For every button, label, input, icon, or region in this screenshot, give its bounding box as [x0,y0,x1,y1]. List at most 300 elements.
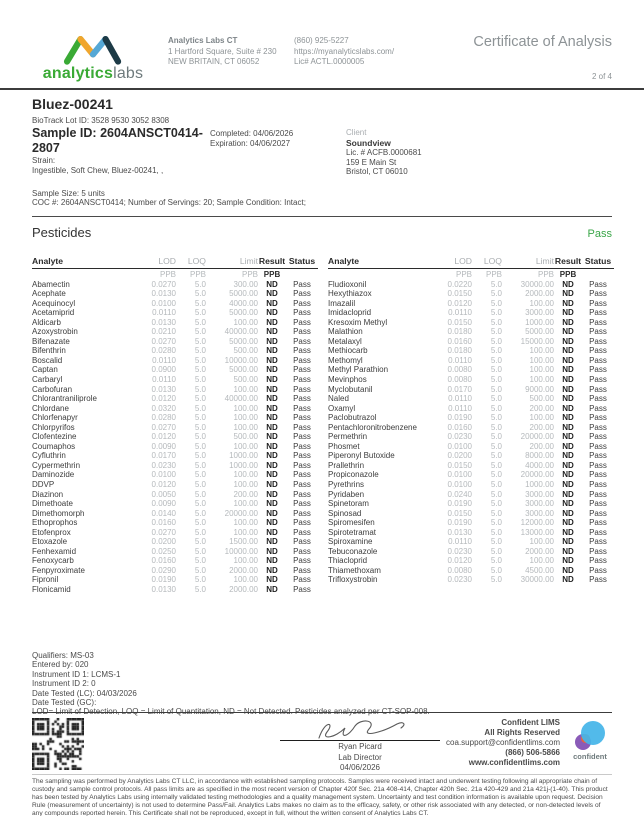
lims-phone: (866) 506-5866 [505,748,560,757]
analyte-name: Tebuconazole [328,546,378,556]
lod-value: 0.0170 [447,384,472,394]
loq-value: 5.0 [490,537,502,547]
loq-value: 5.0 [490,365,502,375]
limit-value: 500.00 [233,374,258,384]
limit-value: 30000.00 [520,279,554,289]
loq-value: 5.0 [490,499,502,509]
table-row [32,404,318,414]
lab-license: Lic# ACTL.0000005 [294,57,365,66]
table-row [328,509,614,519]
status-value: Pass [589,308,607,318]
loq-value: 5.0 [490,374,502,384]
result-value: ND [266,546,278,556]
analyte-name: Thiamethoxam [328,565,381,575]
status-value: Pass [589,537,607,547]
section-status-pass: Pass [587,227,612,240]
result-value: ND [562,384,574,394]
result-value: ND [562,441,574,451]
lod-value: 0.0190 [151,575,176,585]
analyte-name: Pyrethrins [328,479,365,489]
limit-value: 5000.00 [229,365,258,375]
loq-value: 5.0 [490,432,502,442]
status-value: Pass [293,374,311,384]
lims-rights: All Rights Reserved [484,728,560,737]
status-value: Pass [293,432,311,442]
loq-value: 5.0 [194,346,206,356]
limit-value: 20000.00 [520,432,554,442]
limit-value: 40000.00 [224,327,258,337]
lod-value: 0.0120 [151,432,176,442]
loq-value: 5.0 [194,508,206,518]
table-row [32,394,318,404]
loq-value: 5.0 [490,355,502,365]
status-value: Pass [589,403,607,413]
analyte-name: Imazalil [328,298,356,308]
status-value: Pass [293,336,311,346]
lod-value: 0.0250 [151,546,176,556]
result-value: ND [266,556,278,566]
table-row [32,509,318,519]
analyte-name: Myclobutanil [328,384,373,394]
loq-value: 5.0 [490,546,502,556]
status-value: Pass [293,308,311,318]
logo-word-labs: labs [113,65,144,82]
result-value: ND [266,403,278,413]
lab-address-block [168,36,286,68]
loq-value: 5.0 [490,441,502,451]
status-value: Pass [293,317,311,327]
limit-value: 100.00 [233,317,258,327]
table-row [32,413,318,423]
limit-value: 20000.00 [224,508,258,518]
analyte-name: Metalaxyl [328,336,362,346]
expiration-date: Expiration: 04/06/2027 [210,138,291,148]
lab-address-line2: NEW BRITAIN, CT 06052 [168,57,260,66]
status-value: Pass [293,565,311,575]
status-value: Pass [293,327,311,337]
status-value: Pass [293,403,311,413]
lod-value: 0.0160 [447,422,472,432]
limit-value: 20000.00 [520,470,554,480]
analyte-name: Spiromesifen [328,518,375,528]
analytics-labs-logo-icon [60,32,126,66]
header-right [473,30,612,81]
limit-value: 200.00 [529,403,554,413]
analyte-name: Abamectin [32,279,70,289]
column-header-loq: LOQ [483,255,502,266]
lod-value: 0.0220 [447,279,472,289]
analyte-name: Boscalid [32,355,63,365]
limit-value: 4500.00 [525,565,554,575]
limit-unit: PPB [537,269,554,279]
status-value: Pass [293,422,311,432]
table-row [328,318,614,328]
column-header-analyte: Analyte [328,255,360,266]
analyte-name: Bifenthrin [32,346,66,356]
lod-value: 0.0200 [447,451,472,461]
analyte-name: Bifenazate [32,336,70,346]
table-row [328,423,614,433]
lod-value: 0.0110 [448,394,472,404]
result-value: ND [266,365,278,375]
status-value: Pass [589,413,607,423]
table-row [328,451,614,461]
result-value: ND [562,537,574,547]
lod-value: 0.0290 [151,565,176,575]
column-header-status: Status [584,255,612,266]
loq-value: 5.0 [490,556,502,566]
result-value: ND [562,470,574,480]
result-value: ND [562,575,574,585]
loq-value: 5.0 [490,384,502,394]
lab-phone: (860) 925-5227 [294,36,349,45]
loq-value: 5.0 [194,374,206,384]
table-row [32,280,318,290]
status-value: Pass [589,289,607,299]
loq-value: 5.0 [194,546,206,556]
status-value: Pass [589,565,607,575]
signature-line [280,740,440,741]
status-value: Pass [293,489,311,499]
table-units-row [328,269,614,280]
analyte-name: Clofentezine [32,432,77,442]
biotrack-lot-id: BioTrack Lot ID: 3528 9530 3052 8308 [32,116,170,125]
status-value: Pass [589,279,607,289]
table-left-half [32,256,318,595]
date-tested-gc-line: Date Tested (GC): [32,698,97,708]
lod-value: 0.0120 [447,556,472,566]
analyte-name: DDVP [32,479,55,489]
lod-definition-line: LOD= Limit of Detection, LOQ = Limit of Quantitation, ND = Not Detected. Pesticides analyzed per CT-SOP-008. [32,707,430,717]
limit-value: 5000.00 [525,327,554,337]
limit-value: 100.00 [529,556,554,566]
table-row [328,280,614,290]
lims-email[interactable]: coa.support@confidentlims.com [446,738,560,747]
table-row [32,346,318,356]
limit-value: 500.00 [233,432,258,442]
analyte-name: Oxamyl [328,403,356,413]
limit-value: 100.00 [529,374,554,384]
table-row [32,528,318,538]
lod-value: 0.0110 [448,308,472,318]
loq-value: 5.0 [194,355,206,365]
loq-value: 5.0 [490,346,502,356]
dates-block [210,126,342,177]
result-value: ND [266,451,278,461]
column-header-status: Status [288,255,316,266]
status-value: Pass [293,279,311,289]
analyte-name: Aldicarb [32,317,61,327]
analyte-name: Chlordane [32,403,69,413]
lod-value: 0.0270 [151,527,176,537]
loq-value: 5.0 [194,518,206,528]
status-value: Pass [589,575,607,585]
table-row [32,337,318,347]
limit-value: 9000.00 [525,384,554,394]
loq-value: 5.0 [490,451,502,461]
result-value: ND [562,508,574,518]
instrument-id2-line: Instrument ID 2: 0 [32,679,96,689]
loq-value: 5.0 [490,336,502,346]
disclaimer-text: The sampling was performed by Analytics Labs CT LLC, in accordance with established sampling protocols. Samples were received intact and underwent testing following all appropriate chain of custody and sample control protocols. All pass limits are as specified in the most recent version of Chapter 420f Sec. 21a 408-414, Chapter 420h Sec. 21a 420-429 and 21a 421j-(1-40). This product has been tested by Analytics Labs using internally validated testing methodologies and a quality management system. Uncertainty and test condition information is available upon request. Decision Rule (measurement of uncertainty) is not used to determine Pass/Fail. Analytics Labs makes no claim as to the efficacy, safety, or other risk associated with any detected, or non-detected levels of any compounds reported herein. This Certificate shall not be reproduced, except in full, without the written consent of Analytics Labs CT. [32,778,608,816]
lod-value: 0.0120 [151,394,176,404]
analyte-name: Fenoxycarb [32,556,74,566]
loq-value: 5.0 [194,451,206,461]
lab-address-line1: 1 Hartford Square, Suite # 230 [168,46,277,56]
analyte-name: Spiroxamine [328,537,373,547]
status-value: Pass [293,394,311,404]
result-value: ND [266,298,278,308]
certificate-title: Certificate of Analysis [473,34,612,50]
table-row [328,518,614,528]
lod-value: 0.0130 [151,384,176,394]
sample-size: Sample Size: 5 units [32,188,105,198]
table-row [328,461,614,471]
lims-name: Confident LIMS [501,718,560,727]
analyte-name: Acephate [32,289,66,299]
column-header-limit: Limit [239,255,258,266]
lod-value: 0.0240 [447,489,472,499]
analyte-name: Etoxazole [32,537,68,547]
loq-value: 5.0 [194,499,206,509]
result-value: ND [562,317,574,327]
analyte-name: Acetamiprid [32,308,75,318]
table-row [328,575,614,585]
limit-value: 2000.00 [525,289,554,299]
analyte-name: Hexythiazox [328,289,372,299]
status-value: Pass [589,422,607,432]
result-value: ND [266,460,278,470]
lod-value: 0.0190 [447,518,472,528]
result-value: ND [266,508,278,518]
table-row [32,556,318,566]
lod-unit: PPB [159,269,176,279]
limit-value: 1000.00 [525,317,554,327]
table-row [32,480,318,490]
result-value: ND [266,479,278,489]
analyte-name: Spinetoram [328,499,369,509]
lod-value: 0.0150 [447,460,472,470]
section-title: Pesticides [32,224,92,240]
status-value: Pass [293,556,311,566]
limit-value: 13000.00 [520,527,554,537]
result-value: ND [266,565,278,575]
table-row [328,566,614,576]
table-row [32,423,318,433]
result-value: ND [266,308,278,318]
loq-value: 5.0 [194,556,206,566]
table-row [328,547,614,557]
lod-value: 0.0270 [151,422,176,432]
signature-date: 04/06/2026 [339,763,381,772]
analyte-name: Prallethrin [328,460,365,470]
status-value: Pass [293,470,311,480]
limit-value: 3000.00 [525,499,554,509]
analyte-name: Flonicamid [32,585,71,594]
lod-value: 0.0150 [447,317,472,327]
status-value: Pass [293,413,311,423]
loq-value: 5.0 [194,460,206,470]
analyte-name: Cypermethrin [32,460,81,470]
loq-value: 5.0 [194,489,206,499]
analyte-name: Fipronil [32,575,59,585]
lod-value: 0.0160 [447,336,472,346]
limit-value: 30000.00 [520,575,554,585]
lod-value: 0.0140 [151,508,176,518]
lod-value: 0.0230 [447,575,472,585]
lab-website[interactable]: https://myanalyticslabs.com/ [294,46,395,56]
confident-logo-icon [573,720,607,752]
limit-value: 100.00 [529,355,554,365]
status-value: Pass [589,451,607,461]
loq-value: 5.0 [490,470,502,480]
lod-value: 0.0050 [151,489,176,499]
lod-value: 0.0150 [447,289,472,299]
result-value: ND [562,479,574,489]
signer-title: Lab Director [338,752,382,762]
limit-value: 2000.00 [525,546,554,556]
loq-value: 5.0 [194,384,206,394]
analyte-name: Chlorantraniliprole [32,394,97,404]
table-row [32,385,318,395]
loq-unit: PPB [485,269,502,279]
result-value: ND [266,441,278,451]
analyte-name: Piperonyl Butoxide [328,451,395,461]
limit-value: 200.00 [529,441,554,451]
status-value: Pass [589,441,607,451]
loq-value: 5.0 [194,470,206,480]
client-block [342,126,612,177]
analyte-name: Fludioxonil [328,279,367,289]
column-header-result: Result [554,255,582,266]
lod-value: 0.0100 [151,298,176,308]
confident-wordmark: confident [573,752,607,761]
loq-value: 5.0 [194,565,206,575]
loq-value: 5.0 [194,585,206,594]
loq-value: 5.0 [490,527,502,537]
loq-value: 5.0 [490,327,502,337]
disclaimer-divider [32,774,612,775]
status-value: Pass [589,317,607,327]
table-row [32,308,318,318]
result-value: ND [266,413,278,423]
lod-value: 0.0180 [447,327,472,337]
result-value: ND [266,537,278,547]
limit-value: 12000.00 [520,518,554,528]
analyte-name: Malathion [328,327,363,337]
client-name: Soundview [346,138,391,148]
status-value: Pass [589,346,607,356]
status-value: Pass [589,374,607,384]
status-value: Pass [293,289,311,299]
analyte-name: Pyridaben [328,489,365,499]
limit-value: 3000.00 [525,508,554,518]
limit-value: 100.00 [233,527,258,537]
limit-value: 100.00 [529,346,554,356]
client-address2: Bristol, CT 06010 [346,167,408,176]
lod-value: 0.0120 [447,298,472,308]
limit-value: 100.00 [233,384,258,394]
result-value: ND [266,317,278,327]
analyte-name: Daminozide [32,470,75,480]
result-value: ND [266,422,278,432]
qualifiers-line: Qualifiers: MS-03 [32,651,94,660]
status-value: Pass [293,298,311,308]
column-header-loq: LOQ [187,255,206,266]
analyte-name: Paclobutrazol [328,413,377,423]
lod-value: 0.0160 [151,518,176,528]
status-value: Pass [589,365,607,375]
table-row [32,518,318,528]
result-value: ND [266,585,278,594]
sample-id: Sample ID: 2604ANSCT0414-2807 [32,126,203,155]
limit-value: 200.00 [529,422,554,432]
column-header-lod: LOD [454,255,472,266]
analyte-name: Propiconazole [328,470,379,480]
loq-value: 5.0 [194,289,206,299]
limit-value: 100.00 [529,298,554,308]
limit-value: 3000.00 [525,489,554,499]
limit-value: 100.00 [233,413,258,423]
status-value: Pass [589,460,607,470]
status-value: Pass [589,546,607,556]
table-row [328,337,614,347]
table-row [328,480,614,490]
lod-value: 0.0090 [151,499,176,509]
status-value: Pass [293,346,311,356]
lod-value: 0.0190 [447,413,472,423]
loq-value: 5.0 [490,317,502,327]
status-value: Pass [589,508,607,518]
result-value: ND [266,489,278,499]
limit-value: 100.00 [233,403,258,413]
result-value: ND [266,432,278,442]
limit-value: 4000.00 [229,298,258,308]
loq-value: 5.0 [490,518,502,528]
table-row [32,318,318,328]
result-value: ND [562,336,574,346]
lod-value: 0.0170 [151,451,176,461]
lims-website[interactable]: www.confidentlims.com [468,758,560,767]
result-value: ND [562,394,574,404]
analyte-name: Spirotetramat [328,527,377,537]
table-row [328,346,614,356]
status-value: Pass [589,527,607,537]
loq-value: 5.0 [490,279,502,289]
analyte-name: Chlorfenapyr [32,413,78,423]
result-unit: PPB [559,269,577,279]
limit-value: 1000.00 [525,479,554,489]
analyte-name: Pentachloronitrobenzene [328,422,417,432]
table-row [328,308,614,318]
lod-value: 0.0080 [447,374,472,384]
lod-unit: PPB [455,269,472,279]
status-value: Pass [293,365,311,375]
result-value: ND [562,327,574,337]
lod-value: 0.0180 [447,346,472,356]
table-row [32,299,318,309]
table-row [32,566,318,576]
status-value: Pass [293,585,311,594]
lod-value: 0.0110 [152,308,176,318]
table-row [328,394,614,404]
lod-value: 0.0280 [151,413,176,423]
loq-value: 5.0 [490,403,502,413]
result-value: ND [562,365,574,375]
analyte-name: Spinosad [328,508,362,518]
status-value: Pass [589,499,607,509]
result-value: ND [266,384,278,394]
